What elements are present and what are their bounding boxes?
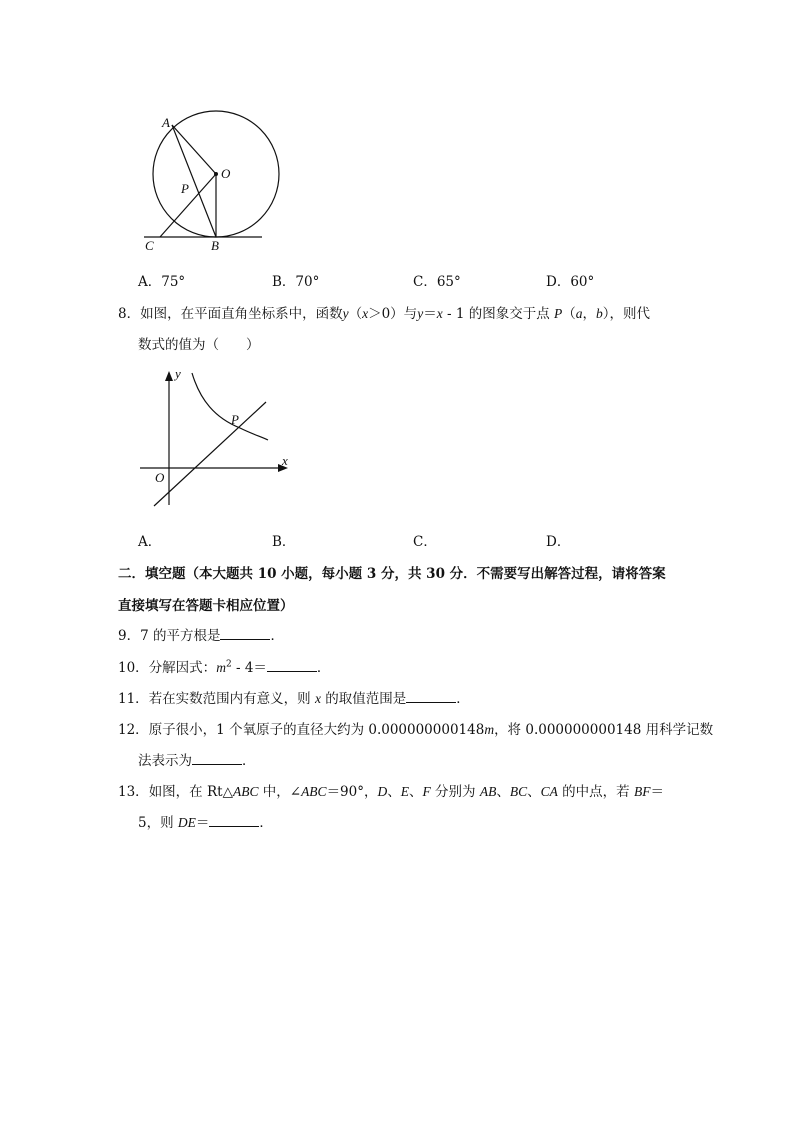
- linear-function-line: [154, 402, 266, 506]
- q11-text: 若在实数范围内有意义，则: [148, 691, 315, 707]
- choice-letter: B．: [272, 274, 296, 290]
- label-origin: O: [155, 470, 165, 485]
- paren: （: [562, 306, 576, 322]
- label-x: x: [282, 453, 288, 468]
- label-o: O: [221, 166, 231, 181]
- q8-line1: [118, 302, 650, 322]
- segment-ao: [172, 125, 216, 174]
- segment-bc: BC: [509, 784, 528, 799]
- q12-line1: [118, 718, 713, 738]
- q8-text: - 1 的图象交于点: [442, 306, 555, 322]
- period: ．: [270, 628, 284, 644]
- y-axis-arrow: [165, 371, 173, 381]
- angle-abc: ABC: [301, 784, 327, 799]
- point-d: D: [377, 784, 388, 799]
- q13-text: 如图，在 Rt△: [148, 784, 233, 800]
- q7-choice-d[interactable]: [546, 270, 594, 290]
- section-heading-line1: 二．填空题（本大题共 10 小题，每小题 3 分，共 30 分．不需要写出解答过程，请将答案: [118, 566, 666, 582]
- q11: [118, 687, 470, 707]
- question-number: 10．: [118, 660, 149, 676]
- period: ．: [242, 753, 256, 769]
- q7-choice-b[interactable]: [272, 270, 319, 290]
- choice-value: 65°: [436, 274, 461, 290]
- q8-choice-a[interactable]: A．: [138, 534, 162, 550]
- separator: 、: [409, 784, 423, 800]
- paren: （: [348, 306, 363, 322]
- q8-text: ），则代: [602, 306, 651, 322]
- q13-text: 中，∠: [258, 784, 302, 800]
- answer-blank[interactable]: [209, 814, 259, 827]
- var-m: m: [484, 722, 495, 737]
- var-y: y: [342, 306, 349, 321]
- answer-blank[interactable]: [220, 627, 270, 640]
- q8-graph-figure: [138, 362, 298, 512]
- equals: ＝: [650, 784, 664, 800]
- exponent: 2: [225, 659, 232, 670]
- comma: ，: [582, 306, 597, 322]
- label-a: A: [162, 115, 170, 130]
- var-x: x: [362, 306, 369, 321]
- choice-letter: C．: [413, 274, 437, 290]
- choice-value: 70°: [295, 274, 320, 290]
- hyperbola-curve: [192, 373, 268, 440]
- q8-choice-b[interactable]: B．: [272, 534, 296, 550]
- question-number: 13．: [118, 784, 149, 800]
- separator: 、: [496, 784, 510, 800]
- period: ．: [259, 815, 273, 831]
- label-p: P: [231, 412, 239, 427]
- point-e: E: [400, 784, 409, 799]
- segment-bf: BF: [633, 784, 651, 799]
- var-b: b: [596, 306, 603, 321]
- q9: [118, 624, 284, 644]
- q7-choice-c[interactable]: [413, 270, 461, 290]
- q13-line1: [118, 780, 664, 800]
- segment-ab: AB: [479, 784, 497, 799]
- q13-text: 5，则: [138, 815, 178, 831]
- point-f: F: [422, 784, 431, 799]
- section-heading-line2: 直接填写在答题卡相应位置）: [118, 598, 294, 614]
- q13-text: ＝90°，: [326, 784, 378, 800]
- var-a: a: [575, 306, 583, 321]
- equals: ＝: [195, 815, 210, 831]
- choice-letter: A．: [138, 274, 162, 290]
- separator: 、: [527, 784, 541, 800]
- q10: [118, 656, 330, 676]
- question-number: 12．: [118, 722, 149, 738]
- question-number: 9．: [118, 628, 141, 644]
- choice-value: 75°: [161, 274, 186, 290]
- label-y: y: [175, 366, 181, 381]
- condition: ＞0）与: [368, 306, 418, 322]
- q8-choice-d[interactable]: D．: [546, 534, 571, 550]
- period: ．: [316, 660, 331, 676]
- answer-blank[interactable]: [406, 690, 456, 703]
- q7-circle-figure: [135, 108, 285, 258]
- var-m: m: [216, 660, 226, 675]
- answer-blank[interactable]: [267, 659, 317, 672]
- q12-line2: [138, 749, 256, 769]
- q9-text: 7 的平方根是: [140, 628, 221, 644]
- q13-text: 分别为: [430, 784, 480, 800]
- var-y: y: [417, 306, 424, 321]
- q8-line2: 数式的值为（ ）: [138, 337, 260, 353]
- equals: ＝: [423, 306, 437, 322]
- segment-de: DE: [177, 815, 196, 830]
- q7-choice-a[interactable]: [138, 270, 185, 290]
- q13-line2: [138, 811, 273, 831]
- q12-text: ，将 0.000000000148 用科学记数: [494, 722, 714, 738]
- triangle-abc: ABC: [232, 784, 259, 799]
- q10-text: - 4＝: [231, 660, 267, 676]
- q10-text: 分解因式：: [148, 660, 217, 676]
- label-c: C: [145, 238, 154, 253]
- var-x: x: [314, 691, 321, 706]
- segment-ca: CA: [540, 784, 558, 799]
- question-number: 8．: [118, 306, 141, 322]
- choice-value: 60°: [570, 274, 595, 290]
- q12-text: 法表示为: [138, 753, 192, 769]
- var-x: x: [436, 306, 443, 321]
- var-p: P: [554, 306, 563, 321]
- answer-blank[interactable]: [192, 752, 242, 765]
- q8-text: 如图，在平面直角坐标系中，函数: [140, 306, 343, 322]
- q13-text: 的中点，若: [557, 784, 634, 800]
- q8-choice-c[interactable]: C．: [413, 534, 437, 550]
- q12-text: 原子很小，1 个氧原子的直径大约为 0.000000000148: [148, 722, 485, 738]
- choice-letter: D．: [546, 274, 571, 290]
- center-point: [214, 172, 218, 176]
- label-b: B: [211, 238, 219, 253]
- label-p: P: [181, 181, 189, 196]
- question-number: 11．: [118, 691, 149, 707]
- q11-text: 的取值范围是: [320, 691, 407, 707]
- separator: 、: [387, 784, 401, 800]
- period: ．: [456, 691, 470, 707]
